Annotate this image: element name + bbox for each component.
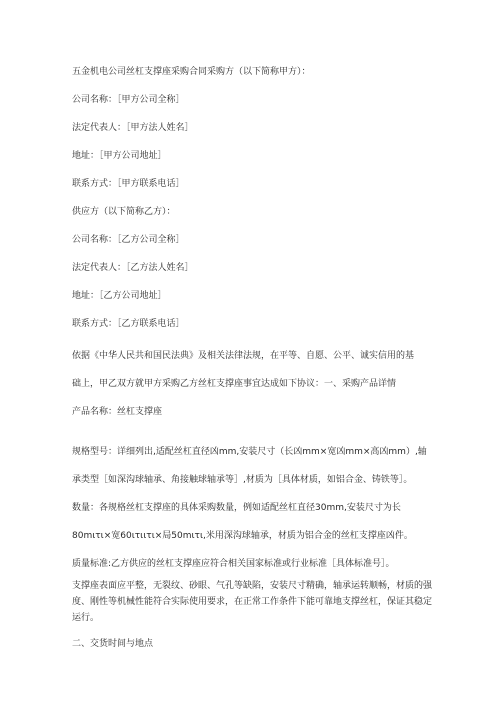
basis-line-1: 依据《中华人民共和国民法典》及相关法律法规，在平等、自愿、公平、诚实信用的基 [72,351,415,361]
buyer-company: 公司名称：［甲方公司全称］ [72,95,185,105]
quantity-line-1: 数量：各规格丝杠支撑座的具体采购数量，例如适配丝杠直径30mm,安装尺寸为长 [72,503,401,513]
quality-standard: 质量标准:乙方供应的丝杠支撑座应符合相关国家标准或行业标准［具体标准号］。 [72,559,395,569]
supplier-address: 地址：［乙方公司地址］ [72,291,167,301]
product-name: 产品名称：丝杠支撑座 [72,407,163,417]
spec-line-2: 承类型［如深沟球轴承、角接触球轴承等］,材质为［具体材质，如铝合金、铸铁等］。 [72,475,413,485]
supplier-contact: 联系方式：［乙方联系电话］ [72,319,185,329]
spec-line-1: 规格型号：详细列出,适配丝杠直径凶mm,安装尺寸（长凶mm×宽凶mm×高凶mm）,轴 [72,447,427,457]
quantity-line-2: 80mιτι×宽60ιτιιτι×局50mιτι,米用深沟球轴承，材质为铝合金的丝杠支撑座凶件。 [72,531,413,541]
buyer-legal-rep: 法定代表人：［甲方法人姓名］ [72,123,194,133]
surface-requirements: 支撑座表面应平整，无裂纹、砂眼、气孔等缺陷，安装尺寸精确，轴承运转顺畅，材质的强度、刚性等机械性能符合实际使用要求，在正常工作条件下能可靠地支撑丝杠，保证其稳定运行。 [72,581,433,623]
supplier-intro: 供应方（以下简称乙方）： [72,207,176,217]
contract-intro: 五金机电公司丝杠支撑座采购合同采购方（以下简称甲方）： [72,67,311,77]
buyer-address: 地址：［甲方公司地址］ [72,151,167,161]
supplier-company: 公司名称：［乙方公司全称］ [72,235,185,245]
section-2-title: 二、交货时间与地点 [72,639,154,649]
contract-document [72,66,434,650]
basis-line-2: 础上，甲乙双方就甲方采购乙方丝杠支撑座事宜达成如下协议：一、采购产品详情 [72,379,397,389]
buyer-contact: 联系方式：［甲方联系电话］ [72,179,185,189]
supplier-legal-rep: 法定代表人：［乙方法人姓名］ [72,263,194,273]
